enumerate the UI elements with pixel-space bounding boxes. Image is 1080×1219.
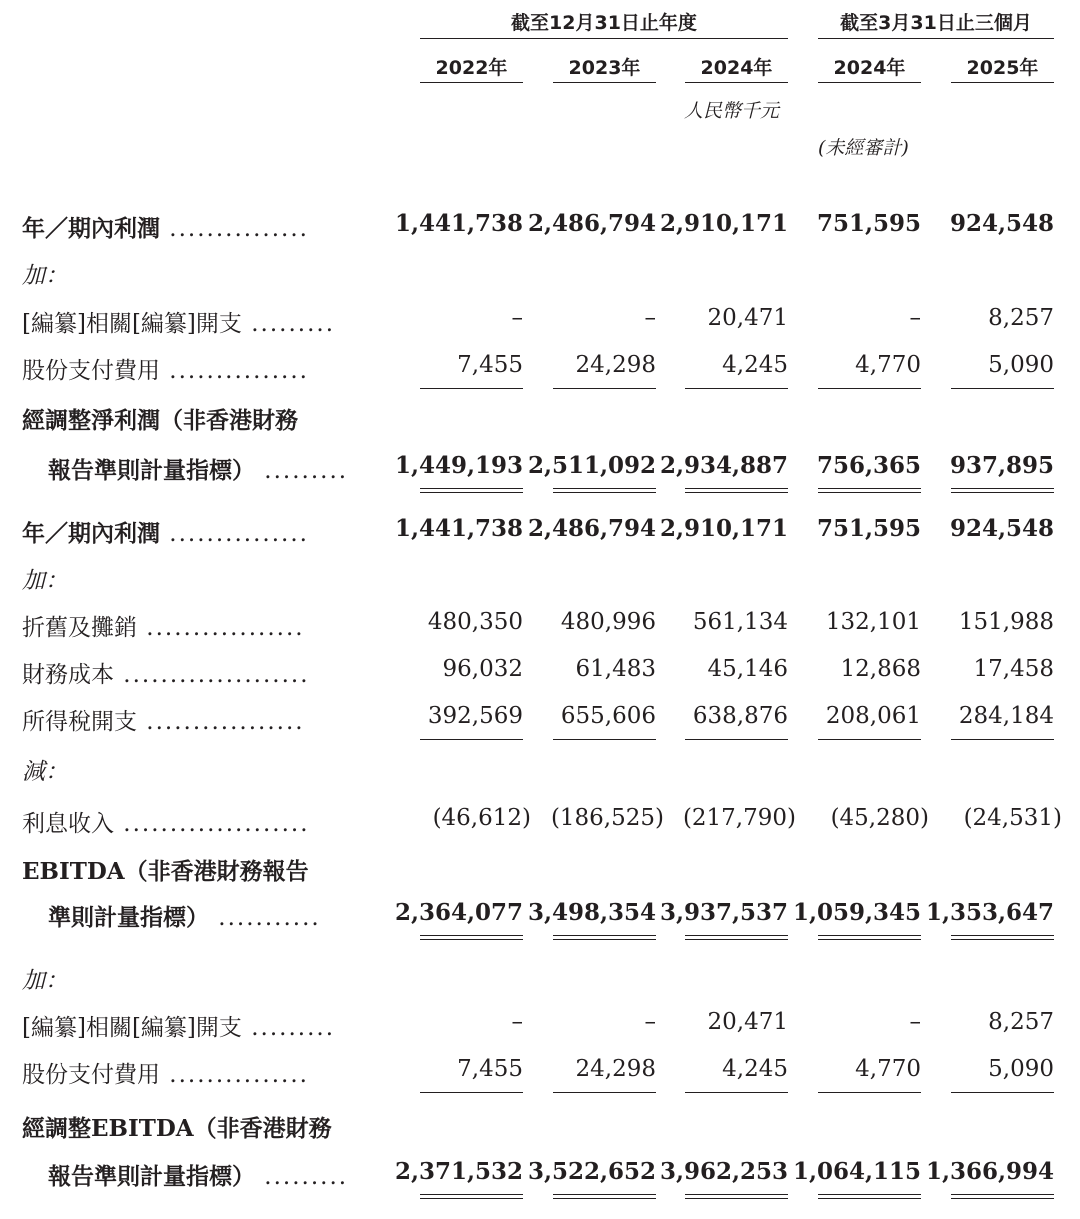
- cell-value: (24,531): [963, 805, 1062, 831]
- row-label-text: 加：: [22, 568, 68, 594]
- cell-value: (217,790): [682, 805, 796, 831]
- total-double-rule: [685, 935, 788, 940]
- row-label-text: 股份支付費用: [22, 1062, 160, 1088]
- cell-value: 638,876: [692, 703, 788, 729]
- cell-value: 751,595: [816, 210, 921, 237]
- total-double-rule: [420, 935, 523, 940]
- row-label: [22, 703, 305, 736]
- cell-value: 2,371,532: [394, 1158, 523, 1185]
- cell-value: 2,511,092: [527, 452, 656, 479]
- cell-value: 17,458: [973, 656, 1054, 682]
- row-label-text: [編纂]相關[編纂]開支: [22, 1015, 242, 1041]
- subtotal-rule: [420, 1092, 523, 1093]
- row-label: [22, 562, 68, 595]
- unit-label: 人民幣千元: [684, 100, 780, 122]
- cell-value: –: [909, 1009, 921, 1035]
- cell-value: –: [909, 305, 921, 331]
- row-label: [22, 1056, 309, 1089]
- cell-value: 8,257: [988, 1009, 1054, 1035]
- cell-value: 756,365: [816, 452, 921, 479]
- subtotal-rule: [553, 388, 656, 389]
- cell-value: 4,245: [722, 1056, 788, 1082]
- row-label: [22, 515, 309, 548]
- leader-dots: .................: [137, 615, 305, 641]
- leader-dots: ...........: [209, 905, 321, 931]
- cell-value: 2,910,171: [659, 515, 788, 542]
- leader-dots: ...............: [160, 216, 309, 242]
- cell-value: 480,996: [560, 609, 656, 635]
- subtotal-rule: [685, 1092, 788, 1093]
- subtotal-rule: [685, 388, 788, 389]
- row-label: [22, 853, 309, 886]
- total-double-rule: [420, 488, 523, 493]
- row-label: [22, 962, 68, 995]
- cell-value: 8,257: [988, 305, 1054, 331]
- cell-value: 4,770: [855, 1056, 921, 1082]
- cell-value: 392,569: [427, 703, 523, 729]
- cell-value: 151,988: [958, 609, 1054, 635]
- header-year-col-2: 2023年: [568, 57, 641, 79]
- total-double-rule: [685, 1194, 788, 1199]
- row-label-text: 加：: [22, 263, 68, 289]
- cell-value: 1,059,345: [792, 899, 921, 926]
- row-label: [22, 1110, 332, 1143]
- row-label-text: 報告準則計量指標）: [48, 457, 255, 484]
- cell-value: 3,522,652: [527, 1158, 656, 1185]
- cell-value: 2,364,077: [394, 899, 523, 926]
- subtotal-rule: [818, 739, 921, 740]
- cell-value: 5,090: [988, 1056, 1054, 1082]
- row-label-text: 所得稅開支: [22, 709, 137, 735]
- header-year-col-4: 2024年: [833, 57, 906, 79]
- leader-dots: .........: [255, 1164, 349, 1190]
- cell-value: 3,498,354: [527, 899, 656, 926]
- cell-value: –: [511, 1009, 523, 1035]
- header-group-three-months: 截至3月31日止三個月: [840, 12, 1032, 34]
- row-label: [22, 753, 68, 786]
- row-label-text: 經調整淨利潤（非香港財務: [22, 407, 298, 434]
- row-label-text: 加：: [22, 968, 68, 994]
- row-label: [22, 656, 310, 689]
- leader-dots: ...............: [160, 358, 309, 384]
- header-group-year-ended-rule: [420, 38, 788, 39]
- subtotal-rule: [420, 388, 523, 389]
- header-year-rule-3: [685, 82, 788, 83]
- total-double-rule: [818, 935, 921, 940]
- subtotal-rule: [951, 739, 1054, 740]
- row-label-text: [編纂]相關[編纂]開支: [22, 311, 242, 337]
- leader-dots: .................: [137, 709, 305, 735]
- total-double-rule: [951, 488, 1054, 493]
- cell-value: 924,548: [949, 515, 1054, 542]
- row-label: [22, 805, 310, 838]
- leader-dots: .........: [241, 311, 336, 337]
- cell-value: 20,471: [707, 305, 788, 331]
- row-label: [22, 257, 68, 290]
- cell-value: 3,962,253: [659, 1158, 788, 1185]
- cell-value: 45,146: [707, 656, 788, 682]
- subtotal-rule: [685, 739, 788, 740]
- row-label: [22, 1009, 335, 1042]
- cell-value: 61,483: [575, 656, 656, 682]
- total-double-rule: [951, 1194, 1054, 1199]
- row-label-text: 利息收入: [22, 811, 114, 837]
- header-year-rule-1: [420, 82, 523, 83]
- row-label-text: 財務成本: [22, 662, 114, 688]
- cell-value: 96,032: [442, 656, 523, 682]
- row-label-text: EBITDA（非香港財務報告: [22, 858, 309, 885]
- cell-value: 4,770: [855, 352, 921, 378]
- row-label: [22, 352, 309, 385]
- leader-dots: ....................: [114, 811, 310, 837]
- cell-value: 12,868: [840, 656, 921, 682]
- cell-value: 480,350: [427, 609, 523, 635]
- row-label-text: 經調整EBITDA（非香港財務: [22, 1115, 332, 1142]
- header-group-three-months-rule: [818, 38, 1054, 39]
- cell-value: 208,061: [825, 703, 921, 729]
- cell-value: –: [644, 1009, 656, 1035]
- cell-value: 2,910,171: [659, 210, 788, 237]
- cell-value: 284,184: [958, 703, 1054, 729]
- row-label-text: 折舊及攤銷: [22, 615, 137, 641]
- header-year-rule-4: [818, 82, 921, 83]
- row-label-text: 減：: [22, 759, 68, 785]
- subtotal-rule: [553, 1092, 656, 1093]
- header-year-rule-2: [553, 82, 656, 83]
- total-double-rule: [553, 935, 656, 940]
- cell-value: 132,101: [825, 609, 921, 635]
- subtotal-rule: [818, 388, 921, 389]
- cell-value: 2,486,794: [527, 210, 656, 237]
- header-year-rule-5: [951, 82, 1054, 83]
- total-double-rule: [951, 935, 1054, 940]
- total-double-rule: [553, 1194, 656, 1199]
- cell-value: 1,449,193: [394, 452, 523, 479]
- cell-value: 7,455: [457, 352, 523, 378]
- cell-value: (46,612): [432, 805, 531, 831]
- total-double-rule: [818, 1194, 921, 1199]
- cell-value: 4,245: [722, 352, 788, 378]
- subtotal-rule: [553, 739, 656, 740]
- cell-value: 24,298: [575, 352, 656, 378]
- row-label-text: 年／期內利潤: [22, 520, 160, 547]
- row-label: [22, 305, 335, 338]
- cell-value: 561,134: [692, 609, 788, 635]
- row-label: [22, 402, 298, 435]
- total-double-rule: [420, 1194, 523, 1199]
- cell-value: 24,298: [575, 1056, 656, 1082]
- cell-value: 1,441,738: [394, 515, 523, 542]
- cell-value: 7,455: [457, 1056, 523, 1082]
- cell-value: 1,064,115: [792, 1158, 921, 1185]
- leader-dots: ....................: [114, 662, 310, 688]
- leader-dots: .........: [255, 458, 349, 484]
- row-label: [48, 1158, 348, 1191]
- row-label: [22, 609, 305, 642]
- cell-value: 924,548: [949, 210, 1054, 237]
- cell-value: 655,606: [560, 703, 656, 729]
- cell-value: (45,280): [830, 805, 929, 831]
- cell-value: 2,934,887: [659, 452, 788, 479]
- row-label: [48, 899, 321, 932]
- row-label: [48, 452, 348, 485]
- leader-dots: ...............: [160, 521, 309, 547]
- header-year-col-3: 2024年: [700, 57, 773, 79]
- row-label-text: 報告準則計量指標）: [48, 1163, 255, 1190]
- header-year-col-1: 2022年: [435, 57, 508, 79]
- cell-value: 3,937,537: [659, 899, 788, 926]
- cell-value: –: [511, 305, 523, 331]
- leader-dots: .........: [241, 1015, 336, 1041]
- subtotal-rule: [951, 1092, 1054, 1093]
- cell-value: 20,471: [707, 1009, 788, 1035]
- row-label-text: 準則計量指標）: [48, 904, 209, 931]
- cell-value: 751,595: [816, 515, 921, 542]
- row-label: [22, 210, 309, 243]
- subtotal-rule: [818, 1092, 921, 1093]
- header-group-year-ended: 截至12月31日止年度: [511, 12, 697, 34]
- unaudited-label: (未經審計): [818, 137, 909, 159]
- cell-value: 2,486,794: [527, 515, 656, 542]
- cell-value: 1,366,994: [925, 1158, 1054, 1185]
- cell-value: (186,525): [550, 805, 664, 831]
- cell-value: 1,441,738: [394, 210, 523, 237]
- subtotal-rule: [420, 739, 523, 740]
- subtotal-rule: [951, 388, 1054, 389]
- leader-dots: ...............: [160, 1062, 309, 1088]
- row-label-text: 年／期內利潤: [22, 215, 160, 242]
- row-label-text: 股份支付費用: [22, 358, 160, 384]
- total-double-rule: [685, 488, 788, 493]
- cell-value: 937,895: [949, 452, 1054, 479]
- total-double-rule: [818, 488, 921, 493]
- cell-value: 5,090: [988, 352, 1054, 378]
- total-double-rule: [553, 488, 656, 493]
- header-year-col-5: 2025年: [966, 57, 1039, 79]
- cell-value: –: [644, 305, 656, 331]
- cell-value: 1,353,647: [925, 899, 1054, 926]
